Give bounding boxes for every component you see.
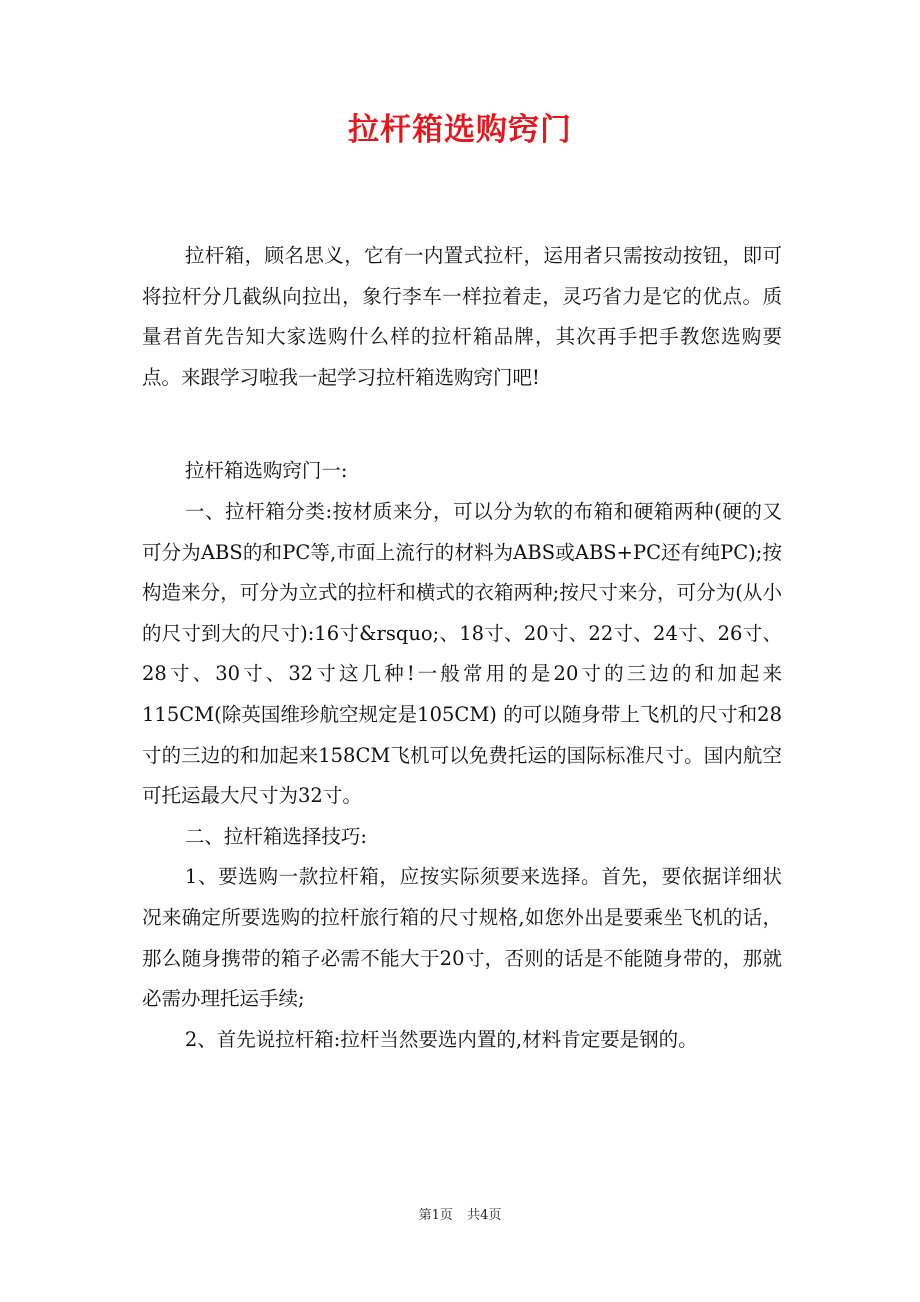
page-total: 共4页: [467, 1208, 502, 1223]
document-title: 拉杆箱选购窍门: [348, 112, 572, 148]
page-number: 第1页: [418, 1208, 453, 1223]
paragraph-tip-two: 2、首先说拉杆箱:拉杆当然要选内置的,材料肯定要是钢的。: [184, 1027, 698, 1051]
paragraph-tip-one: 1、要选购一款拉杆箱，应按实际须要来选择。首先，要依据详细状况来确定所要选购的拉杆旅行箱的尺寸规格,如您外出是要乘坐飞机的话，那么随身携带的箱子必需不能大于20寸，否则的话是不能随身带的，那就必需办理托运手续;: [142, 865, 782, 1011]
paragraph-classification: 一、拉杆箱分类:按材质来分，可以分为软的布箱和硬箱两种(硬的又可分为ABS的和PC等,市面上流行的材料为ABS或ABS+PC还有纯PC);按构造来分，可分为立式的拉杆和横式的衣箱两种;按尺寸来分，可分为(从小的尺寸到大的尺寸):16寸&rsquo;、18寸、20寸、22寸、24寸、26寸、28寸、30寸、32寸这几种!一般常用的是20寸的三边的和加起来115CM(除英国维珍航空规定是105CM) 的可以随身带上飞机的尺寸和28寸的三边的和加起来158CM飞机可以免费托运的国际标准尺寸。国内航空可托运最大尺寸为32寸。: [142, 499, 782, 808]
intro-paragraph: 拉杆箱，顾名思义，它有一内置式拉杆，运用者只需按动按钮，即可将拉杆分几截纵向拉出，象行李车一样拉着走，灵巧省力是它的优点。质量君首先告知大家选购什么样的拉杆箱品牌，其次再手把手教您选购要点。来跟学习啦我一起学习拉杆箱选购窍门吧!: [142, 244, 782, 389]
section-heading-tips-one: 拉杆箱选购窍门一:: [184, 459, 348, 483]
page-footer: [0, 1206, 920, 1226]
paragraph-gap: [142, 398, 782, 451]
section-heading-selection-tips: 二、拉杆箱选择技巧:: [184, 824, 367, 848]
document-body: [142, 236, 782, 1060]
